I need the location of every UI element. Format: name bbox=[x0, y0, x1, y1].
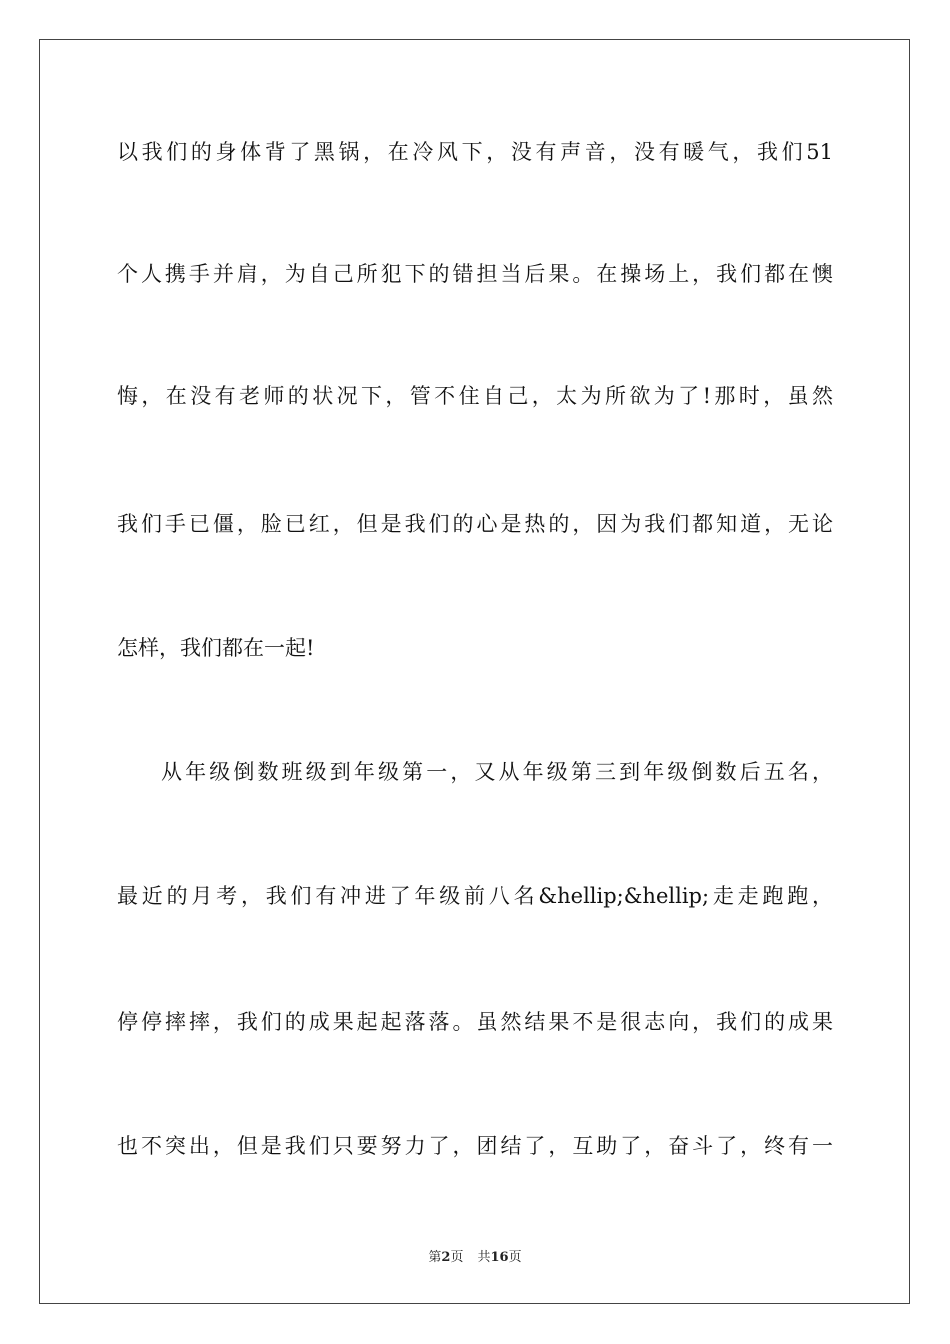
body-text-line: 悔，在没有老师的状况下，管不住自己，太为所欲为了!那时，虽然 bbox=[117, 384, 833, 408]
page-total: 16 bbox=[490, 1250, 509, 1265]
total-suffix: 页 bbox=[508, 1250, 522, 1265]
paragraph-first-line: 从年级倒数班级到年级第一，又从年级第三到年级倒数后五名， bbox=[161, 760, 833, 784]
page-suffix: 页 bbox=[450, 1250, 464, 1265]
body-text-line: 怎样，我们都在一起! bbox=[117, 636, 315, 660]
body-text-line: 停停摔摔，我们的成果起起落落。虽然结果不是很志向，我们的成果 bbox=[117, 1010, 833, 1034]
page-border bbox=[39, 39, 910, 1304]
page-current: 2 bbox=[441, 1250, 451, 1265]
page-prefix: 第 bbox=[428, 1250, 442, 1265]
page-footer bbox=[0, 1246, 950, 1265]
body-text-line: 个人携手并肩，为自己所犯下的错担当后果。在操场上，我们都在懊 bbox=[117, 262, 833, 286]
total-prefix: 共 bbox=[477, 1250, 491, 1265]
body-text-line: 我们手已僵，脸已红，但是我们的心是热的，因为我们都知道，无论 bbox=[117, 512, 833, 536]
body-text-line: 最近的月考，我们有冲进了年级前八名&hellip;&hellip;走走跑跑， bbox=[117, 884, 833, 908]
body-text-line: 以我们的身体背了黑锅，在冷风下，没有声音，没有暖气，我们51 bbox=[117, 140, 833, 164]
body-text-line: 也不突出，但是我们只要努力了，团结了，互助了，奋斗了，终有一 bbox=[117, 1134, 833, 1158]
